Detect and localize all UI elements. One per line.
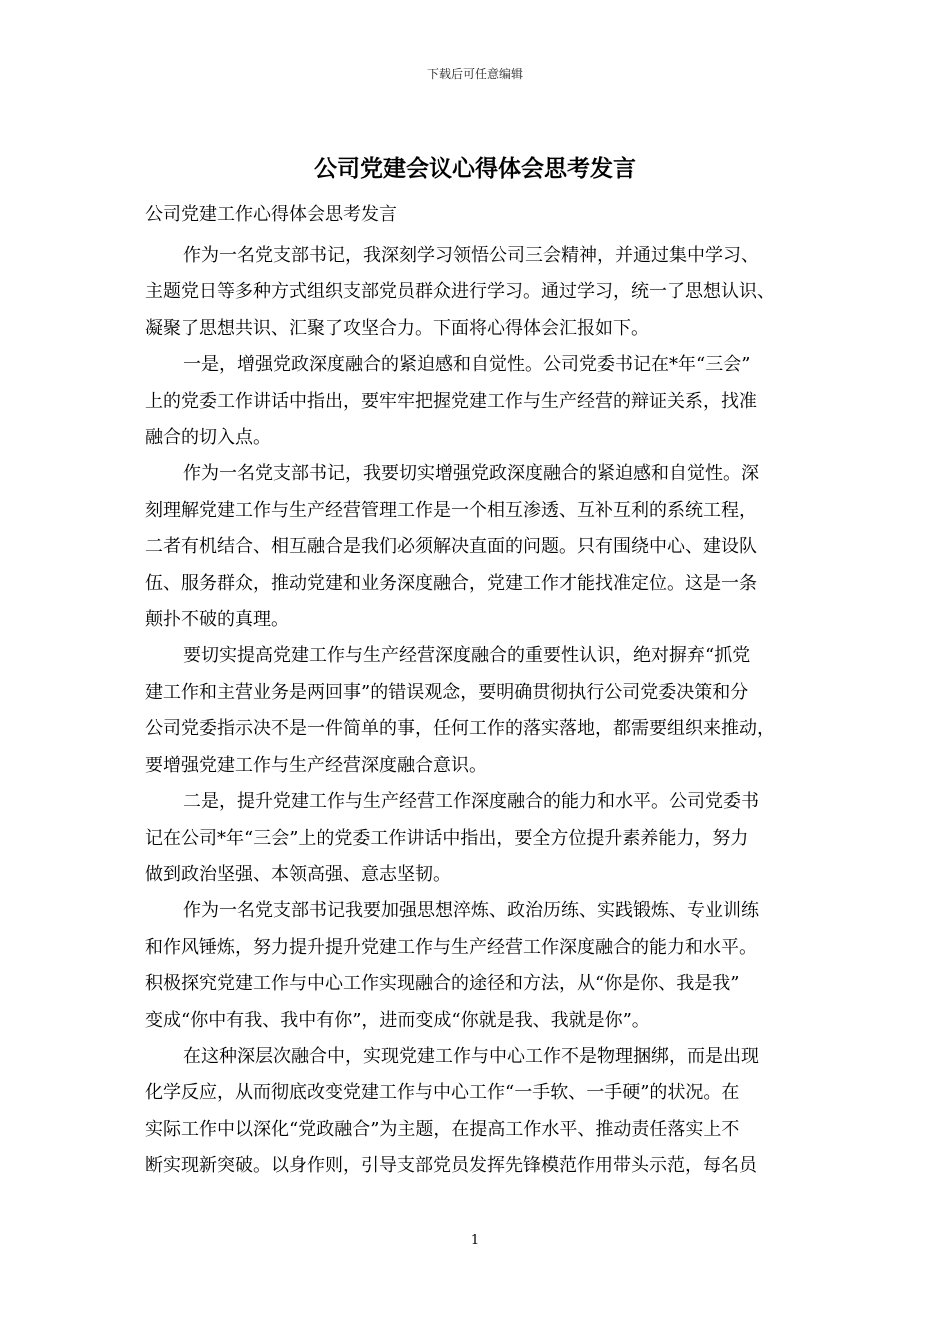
document-body xyxy=(145,238,815,1185)
paragraph-line: 作为一名党支部书记，我深刻学习领悟公司三会精神，并通过集中学习、 xyxy=(183,245,759,266)
paragraph-line: 上的党委工作讲话中指出，要牢牢把握党建工作与生产经营的辩证关系，找准 xyxy=(145,390,757,412)
paragraph-line: 作为一名党支部书记我要加强思想淬炼、政治历练、实践锻炼、专业训练 xyxy=(183,900,759,922)
body-paragraph xyxy=(145,347,815,456)
paragraph-line: 变成“你中有我、我中有你”，进而变成“你就是我、我就是你”。 xyxy=(145,1009,650,1031)
paragraph-line: 积极探究党建工作与中心工作实现融合的途径和方法，从“你是你、我是我” xyxy=(145,973,740,995)
paragraph-line: 融合的切入点。 xyxy=(145,427,271,449)
document-title: 公司党建会议心得体会思考发言 xyxy=(314,155,636,182)
paragraph-line: 断实现新突破。以身作则，引导支部党员发挥先锋模范作用带头示范，每名员 xyxy=(145,1155,757,1177)
paragraph-line: 二者有机结合、相互融合是我们必须解决直面的问题。只有围绕中心、建设队 xyxy=(145,536,757,558)
paragraph-line: 和作风锤炼，努力提升提升党建工作与生产经营工作深度融合的能力和水平。 xyxy=(145,936,757,958)
paragraph-line: 在这种深层次融合中，实现党建工作与中心工作不是物理捆绑，而是出现 xyxy=(183,1045,759,1067)
paragraph-line: 公司党委指示决不是一件简单的事，任何工作的落实落地，都需要组织来推动， xyxy=(145,718,775,740)
paragraph-line: 记在公司*年“三会”上的党委工作讲话中指出，要全方位提升素养能力，努力 xyxy=(145,827,749,849)
document-subtitle: 公司党建工作心得体会思考发言 xyxy=(145,204,397,225)
paragraph-line: 一是，增强党政深度融合的紧迫感和自觉性。公司党委书记在*年“三会” xyxy=(183,354,751,376)
paragraph-line: 颠扑不破的真理。 xyxy=(145,609,289,631)
header-note: 下载后可任意编辑 xyxy=(426,67,523,81)
body-paragraph xyxy=(145,638,815,784)
paragraph-line: 伍、服务群众，推动党建和业务深度融合，党建工作才能找准定位。这是一条 xyxy=(145,572,757,594)
paragraph-line: 要切实提高党建工作与生产经营深度融合的重要性认识，绝对摒弃“抓党 xyxy=(183,645,751,667)
body-paragraph xyxy=(145,238,815,347)
paragraph-line: 建工作和主营业务是两回事”的错误观念，要明确贯彻执行公司党委决策和分 xyxy=(145,681,749,703)
paragraph-line: 主题党日等多种方式组织支部党员群众进行学习。通过学习，统一了思想认识、 xyxy=(145,281,775,303)
paragraph-line: 刻理解党建工作与生产经营管理工作是一个相互渗透、互补互利的系统工程， xyxy=(145,499,757,521)
paragraph-line: 要增强党建工作与生产经营深度融合意识。 xyxy=(145,754,487,776)
body-paragraph xyxy=(145,893,815,1039)
paragraph-line: 实际工作中以深化“党政融合”为主题，在提高工作水平、推动责任落实上不 xyxy=(145,1118,740,1140)
body-paragraph xyxy=(145,1039,815,1185)
body-paragraph xyxy=(145,784,815,893)
page-number: 1 xyxy=(470,1233,480,1248)
paragraph-line: 化学反应，从而彻底改变党建工作与中心工作“一手软、一手硬”的状况。在 xyxy=(145,1082,740,1104)
paragraph-line: 做到政治坚强、本领高强、意志坚韧。 xyxy=(145,863,451,885)
body-paragraph xyxy=(145,456,815,638)
paragraph-line: 作为一名党支部书记，我要切实增强党政深度融合的紧迫感和自觉性。深 xyxy=(183,463,759,485)
paragraph-line: 凝聚了思想共识、汇聚了攻坚合力。下面将心得体会汇报如下。 xyxy=(145,317,649,339)
paragraph-line: 二是，提升党建工作与生产经营工作深度融合的能力和水平。公司党委书 xyxy=(183,791,759,813)
